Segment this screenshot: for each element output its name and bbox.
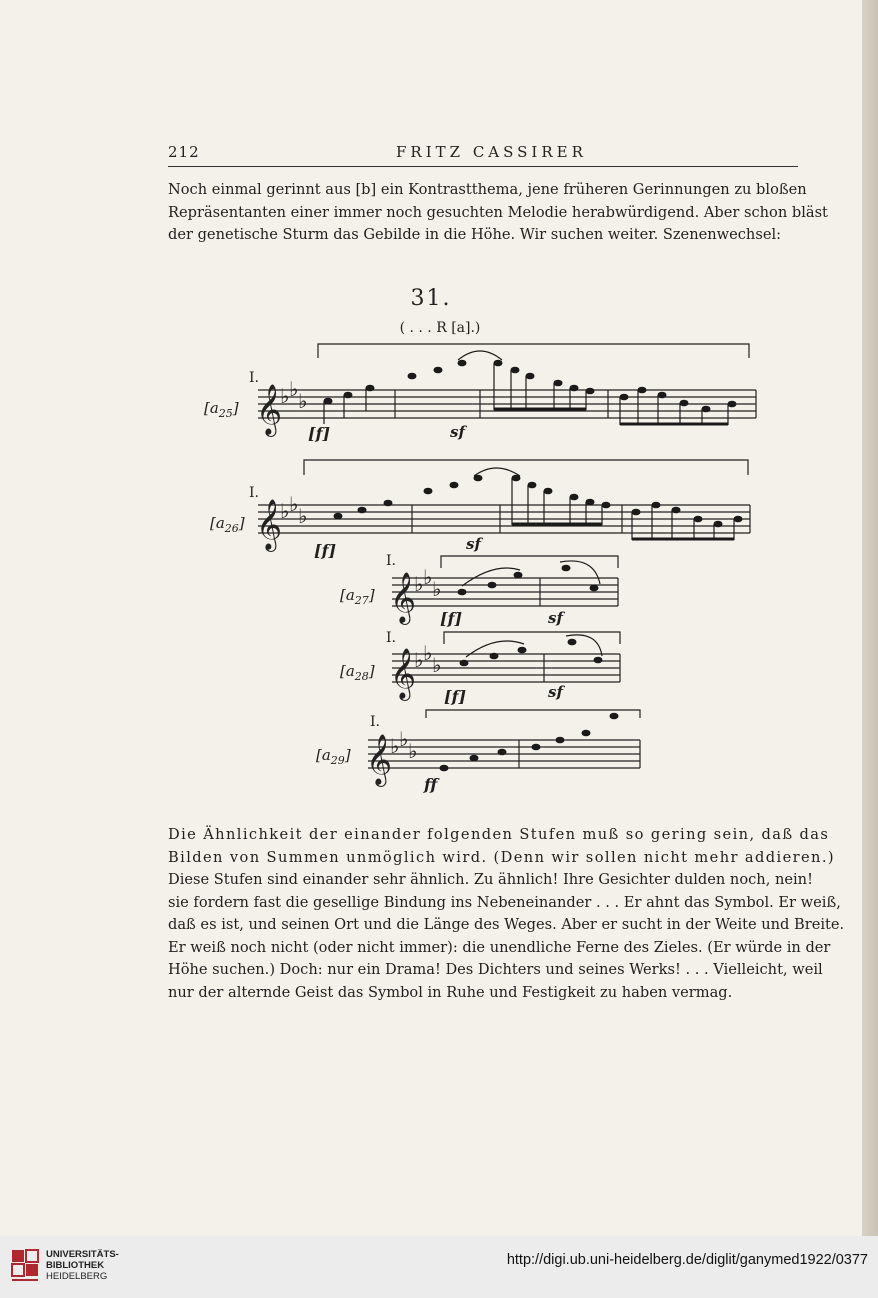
svg-text:sf: sf (466, 535, 481, 553)
treble-clef-icon: 𝄞 (256, 384, 283, 435)
svg-text:sf: sf (548, 609, 563, 627)
text-line: daß es ist, und seinen Ort und die Länge des Weges. Aber er sucht in der Weite und Breite. (168, 916, 845, 933)
svg-text:[f]: [f] (444, 687, 467, 706)
page-number: 212 (168, 143, 200, 161)
paragraph-2 (168, 824, 845, 1004)
example-number: 31. (410, 286, 452, 311)
staff-lines (258, 344, 756, 418)
text-line: Die Ähnlichkeit der einander folgenden Stufen muß so gering sein, daß das (168, 826, 830, 843)
svg-text:I.: I. (370, 714, 380, 730)
permalink-url[interactable]: http://digi.ub.uni-heidelberg.de/diglit/ganymed1922/0377 (506, 1252, 868, 1268)
text-line: Repräsentanten einer immer noch gesuchten Melodie herabwürdigend. Aber schon bläst (168, 203, 828, 221)
text-line: nur der alternde Geist das Symbol in Ruhe und Festigkeit zu haben vermag. (168, 983, 733, 1001)
svg-text:♭: ♭ (408, 739, 418, 763)
library-line-1: UNIVERSITÄTS- (46, 1249, 119, 1260)
svg-text:sf: sf (450, 423, 465, 441)
svg-text:♭: ♭ (423, 641, 433, 665)
svg-text:I.: I. (249, 370, 259, 386)
svg-text:[f]: [f] (314, 541, 337, 560)
svg-text:[a26]: $[a_{26}]$ (210, 514, 245, 535)
svg-text:sf: sf (548, 683, 563, 701)
svg-text:[a27]: $[a_{27}]$ (340, 586, 375, 607)
text-line: der genetische Sturm das Gebilde in die Höhe. Wir suchen weiter. Szenenwechsel: (168, 226, 782, 243)
running-title: FRITZ CASSIRER (396, 143, 587, 161)
svg-text:I.: I. (386, 553, 396, 569)
svg-text:♭: ♭ (399, 727, 409, 751)
svg-text:♭: ♭ (298, 389, 308, 413)
svg-text:[a28]: $[a_{28}]$ (340, 662, 375, 683)
treble-clef-icon: 𝄞 (390, 572, 417, 623)
library-line-3: HEIDELBERG (46, 1271, 108, 1282)
svg-text:♭: ♭ (414, 572, 424, 596)
university-logo-icon (10, 1246, 40, 1286)
text-line: sie fordern fast die gesellige Bindung ins Nebeneinander . . . Er ahnt das Symbol. Er weiß, (168, 893, 841, 911)
library-name (46, 1249, 119, 1282)
treble-clef-icon: 𝄞 (256, 499, 283, 550)
svg-text:♭: ♭ (289, 492, 299, 516)
text-line: Bilden von Summen unmöglich wird. (Denn wir sollen nicht mehr addieren.) (168, 848, 835, 866)
svg-text:♭: ♭ (432, 577, 442, 601)
example-subtitle: ( . . . R [a].) (399, 320, 481, 336)
svg-text:♭: ♭ (414, 648, 424, 672)
treble-clef-icon: 𝄞 (366, 734, 393, 785)
svg-text:[f]: [f] (440, 609, 463, 628)
svg-text:[f]: [f] (308, 424, 331, 443)
text-line: Er weiß noch nicht (oder nicht immer): die unendliche Ferne des Zieles. (Er würde in der (168, 938, 831, 956)
svg-text:♭: ♭ (390, 734, 400, 758)
svg-text:♭: ♭ (280, 384, 290, 408)
staff-lines (258, 460, 750, 533)
svg-text:♭: ♭ (289, 377, 299, 401)
svg-text:♭: ♭ (432, 653, 442, 677)
treble-clef-icon: 𝄞 (390, 648, 417, 699)
svg-text:[a25]: $[a_{25}]$ (204, 399, 239, 420)
svg-text:I.: I. (249, 485, 259, 501)
svg-text:♭: ♭ (423, 565, 433, 589)
text-line: Noch einmal gerinnt aus [b] ein Kontrastthema, jene früheren Gerinnungen zu bloßen (168, 181, 807, 198)
text-line: Höhe suchen.) Doch: nur ein Drama! Des Dichters und seines Werks! . . . Vielleicht, weil (168, 961, 823, 978)
svg-text:ff: ff (424, 775, 438, 794)
svg-text:♭: ♭ (298, 504, 308, 528)
svg-text:♭: ♭ (280, 499, 290, 523)
text-line: Diese Stufen sind einander sehr ähnlich. Zu ähnlich! Ihre Gesichter dulden noch, nein! (168, 871, 813, 888)
svg-text:I.: I. (386, 630, 396, 646)
svg-text:[a29]: $[a_{29}]$ (316, 746, 351, 767)
library-line-2: BIBLIOTHEK (46, 1260, 105, 1271)
